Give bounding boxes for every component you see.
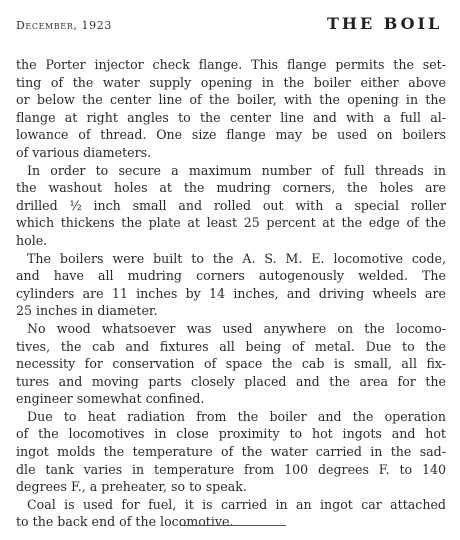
text-line: tures and moving parts closely placed and the area for the [16,373,446,389]
text-line: to the back end of the locomotive. [16,514,234,530]
text-line: degrees F., a preheater, so to speak. [16,479,247,495]
text-line: of various diameters. [16,144,152,160]
running-head [16,14,460,36]
text-line: the Porter injector check flange. This flange permits the set- [16,57,446,72]
text-line: Coal is used for fuel, it is carried in an ingot car attached [27,496,446,512]
text-line: ting of the water supply opening in the boiler either above [16,74,446,90]
text-line: cylinders are 11 inches by 14 inches, and driving wheels are [16,285,446,301]
header-journal-title: THE BOIL [327,14,443,33]
text-line: The boilers were built to the A. S. M. E. locomotive code, [27,250,446,266]
text-line: tives, the cab and fixtures all being of metal. Due to the [16,338,446,354]
text-line: which thickens the plate at least 25 percent at the edge of the [16,215,446,231]
text-line: lowance of thread. One size flange may be used on boilers [16,127,446,143]
text-line: dle tank varies in temperature from 100 degrees F. to 140 [16,461,446,477]
text-line: No wood whatsoever was used anywhere on the locomo- [27,320,446,336]
text-line: the washout holes at the mudring corners, the holes are [16,180,446,196]
text-line: flange at right angles to the center line and with a full al- [16,109,446,125]
text-line: 25 inches in diameter. [16,303,158,319]
article-body [16,56,446,531]
text-line: Due to heat radiation from the boiler and the operation [27,408,446,424]
text-line: or below the center line of the boiler, with the opening in the [16,92,446,108]
text-line: of the locomotives in close proximity to hot ingots and hot [16,426,446,442]
text-line: In order to secure a maximum number of full threads in [27,162,446,178]
section-end-rule [180,525,286,526]
text-line: drilled ½ inch small and rolled out with a special roller [16,197,446,213]
text-line: engineer somewhat confined. [16,391,205,407]
text-line: necessity for conservation of space the cab is small, all fix- [16,356,446,372]
text-line: ingot molds the temperature of the water carried in the sad- [16,444,446,460]
header-date: December, 1923 [16,19,112,32]
text-line: and have all mudring corners autogenously welded. The [16,268,446,284]
text-line: hole. [16,232,48,248]
